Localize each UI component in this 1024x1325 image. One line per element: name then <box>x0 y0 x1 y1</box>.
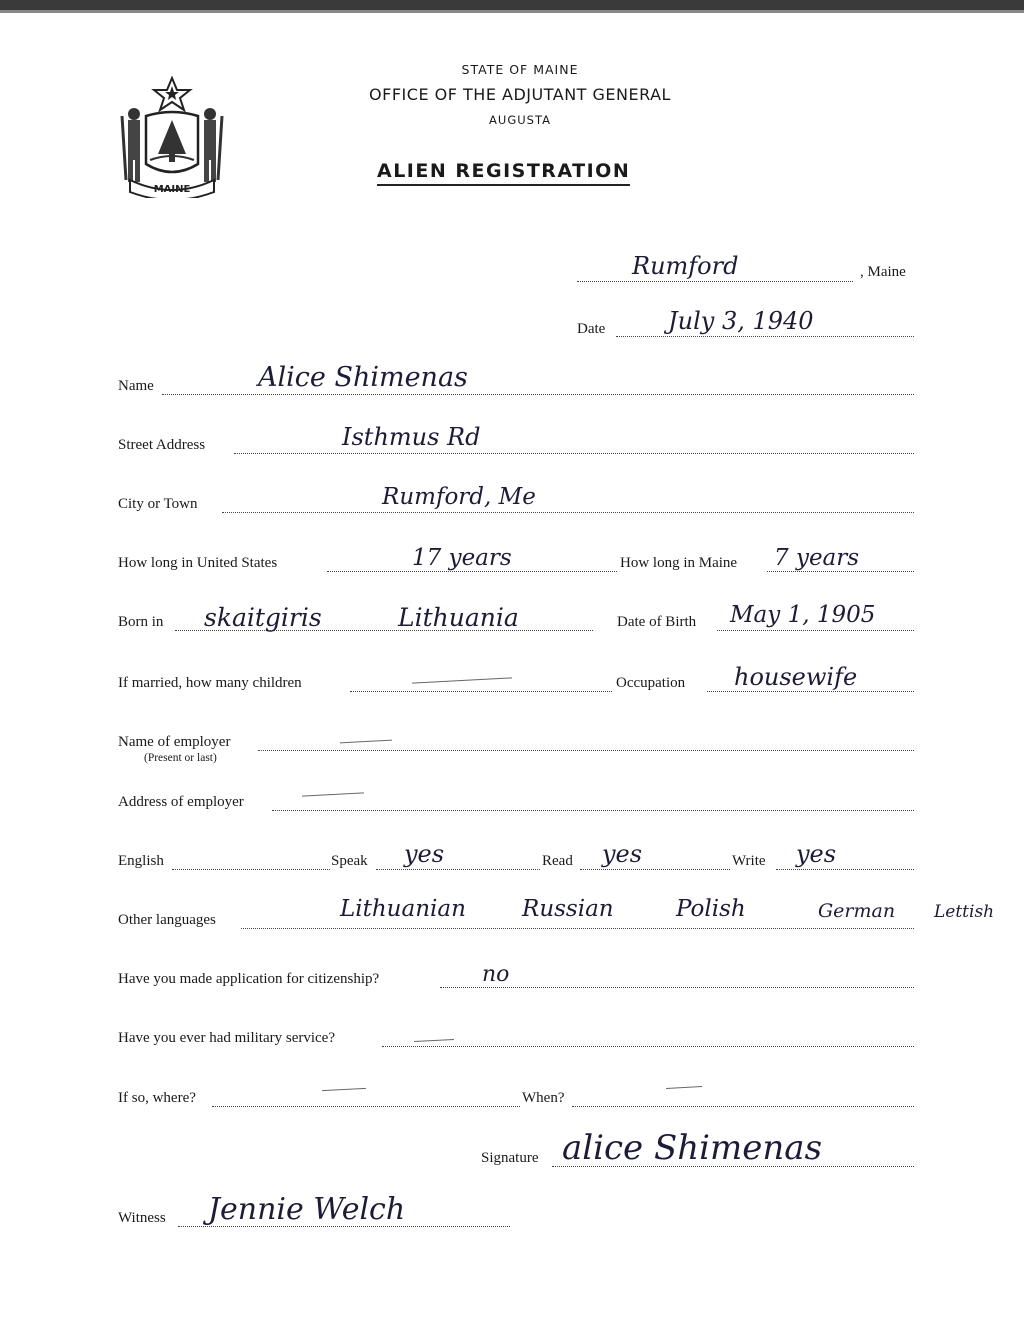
children-label: If married, how many children <box>118 675 302 691</box>
military-blank-mark <box>414 1039 454 1042</box>
office-heading: OFFICE OF THE ADJUTANT GENERAL <box>369 85 671 104</box>
street-value: Isthmus Rd <box>342 423 481 451</box>
speak-value: yes <box>404 840 445 868</box>
street-label: Street Address <box>118 437 206 453</box>
when-line <box>572 1106 914 1107</box>
language-4-value: German <box>818 900 896 922</box>
occupation-label: Occupation <box>616 675 686 691</box>
witness-value: Jennie Welch <box>208 1192 406 1227</box>
name-line <box>162 394 914 395</box>
born-in-label: Born in <box>118 614 164 630</box>
children-line <box>350 691 612 692</box>
where-label: If so, where? <box>118 1090 196 1106</box>
signature-label: Signature <box>481 1150 539 1166</box>
city-value: Rumford, Me <box>382 484 536 510</box>
witness-label: Witness <box>118 1210 166 1226</box>
write-label: Write <box>732 853 766 869</box>
signature-value: alice Shimenas <box>562 1128 823 1168</box>
name-label: Name <box>118 378 154 394</box>
dob-line <box>717 630 914 631</box>
citizenship-label: Have you made application for citizenship? <box>118 971 380 987</box>
seal-ribbon-text: MAINE <box>153 184 191 195</box>
read-line <box>580 869 730 870</box>
how-long-maine-line <box>767 571 914 572</box>
state-heading: STATE OF MAINE <box>461 62 579 77</box>
where-blank-mark <box>322 1088 366 1091</box>
how-long-us-value: 17 years <box>412 545 512 571</box>
name-value: Alice Shimenas <box>258 362 468 393</box>
military-line <box>382 1046 914 1047</box>
how-long-us-line <box>327 571 617 572</box>
how-long-maine-value: 7 years <box>774 545 860 571</box>
write-value: yes <box>796 840 837 868</box>
other-languages-line <box>241 928 914 929</box>
born-in-place-value: skaitgiris <box>204 603 322 632</box>
employer-label: Name of employer <box>118 734 231 750</box>
other-languages-label: Other languages <box>118 912 216 928</box>
language-2-value: Russian <box>522 896 614 922</box>
town-value: Rumford <box>632 252 739 280</box>
street-line <box>234 453 914 454</box>
city-label: City or Town <box>118 496 198 512</box>
employer-address-blank-mark <box>302 792 364 796</box>
date-line <box>616 336 914 337</box>
employer-address-line <box>272 810 914 811</box>
city-line <box>222 512 914 513</box>
read-value: yes <box>602 840 643 868</box>
military-label: Have you ever had military service? <box>118 1030 335 1046</box>
date-label: Date <box>577 321 606 337</box>
scan-border <box>0 0 1024 10</box>
english-line <box>172 869 330 870</box>
city-heading: AUGUSTA <box>489 113 551 127</box>
speak-label: Speak <box>331 853 368 869</box>
english-label: English <box>118 853 164 869</box>
write-line <box>776 869 914 870</box>
dob-value: May 1, 1905 <box>730 602 876 628</box>
speak-line <box>376 869 540 870</box>
citizenship-line <box>440 987 914 988</box>
when-blank-mark <box>666 1086 702 1089</box>
read-label: Read <box>542 853 573 869</box>
maine-label: , Maine <box>860 264 906 280</box>
how-long-us-label: How long in United States <box>118 555 278 571</box>
town-line <box>577 281 853 282</box>
employer-blank-mark <box>340 740 392 744</box>
language-1-value: Lithuanian <box>340 896 466 922</box>
citizenship-value: no <box>482 962 510 987</box>
date-value: July 3, 1940 <box>668 307 814 335</box>
language-3-value: Polish <box>676 896 746 922</box>
children-blank-mark <box>412 677 512 683</box>
dob-label: Date of Birth <box>617 614 697 630</box>
maine-state-seal-icon <box>116 76 228 198</box>
language-5-value: Lettish <box>934 902 995 922</box>
employer-address-label: Address of employer <box>118 794 244 810</box>
born-in-country-value: Lithuania <box>398 603 519 632</box>
employer-line <box>258 750 914 751</box>
when-label: When? <box>522 1090 565 1106</box>
form-title: ALIEN REGISTRATION <box>377 160 630 186</box>
occupation-line <box>707 691 914 692</box>
where-line <box>212 1106 520 1107</box>
how-long-maine-label: How long in Maine <box>620 555 738 571</box>
employer-sublabel: (Present or last) <box>144 752 217 764</box>
occupation-value: housewife <box>734 663 858 691</box>
